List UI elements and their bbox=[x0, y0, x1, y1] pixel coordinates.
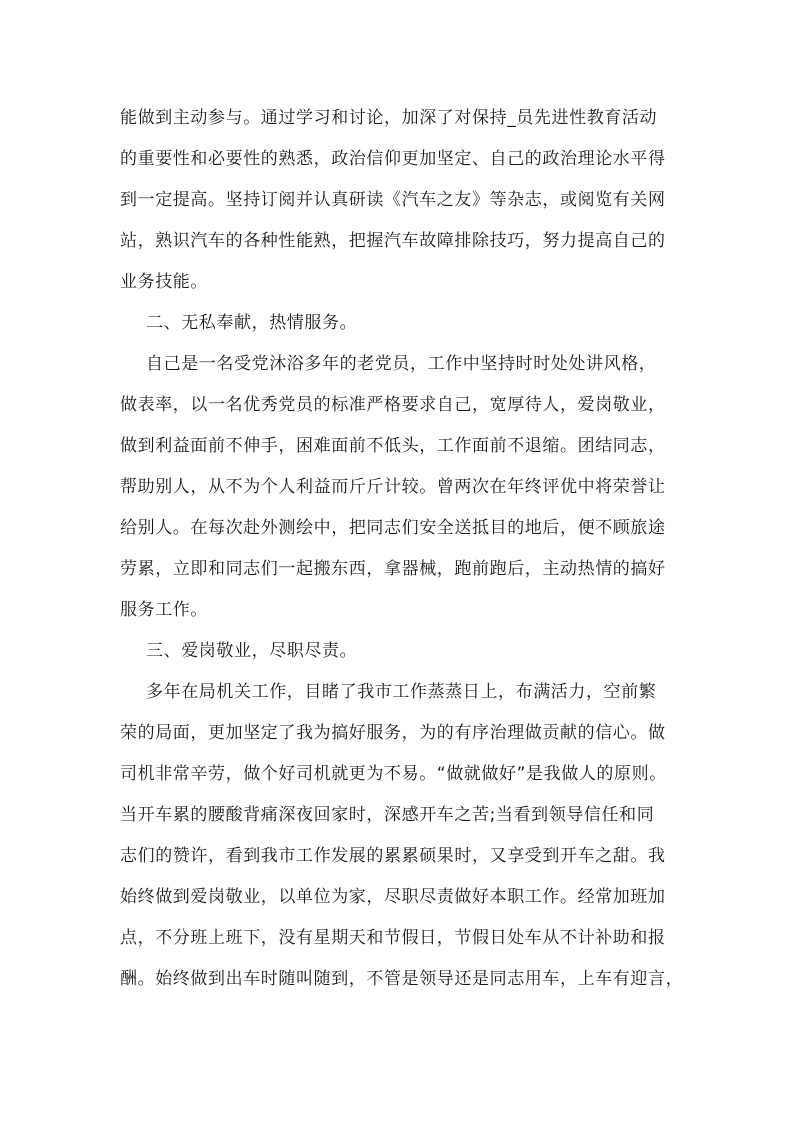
paragraph-line: 业务技能。 bbox=[120, 272, 208, 292]
paragraph-line: 做到利益面前不伸手，困难面前不低头，工作面前不退缩。团结同志， bbox=[120, 436, 666, 456]
paragraph-line: 到一定提高。坚持订阅并认真研读《汽车之友》等杂志，或阅览有关网 bbox=[120, 190, 666, 210]
paragraph-line: 当开车累的腰酸背痛深夜回家时，深感开车之苦;当看到领导信任和同 bbox=[120, 805, 655, 825]
paragraph-line: 司机非常辛劳，做个好司机就更为不易。“做就做好”是我做人的原则。 bbox=[120, 764, 667, 784]
paragraph-line: 自己是一名受党沐浴多年的老党员，工作中坚持时时处处讲风格， bbox=[146, 354, 657, 374]
paragraph-line: 荣的局面，更加坚定了我为搞好服务，为的有序治理做贡献的信心。做 bbox=[120, 723, 666, 743]
paragraph-line: 始终做到爱岗敬业，以单位为家，尽职尽责做好本职工作。经常加班加 bbox=[120, 887, 666, 907]
paragraph-line: 做表率，以一名优秀党员的标准严格要求自己，宽厚待人，爱岗敬业， bbox=[120, 395, 666, 415]
paragraph-line: 帮助别人，从不为个人利益而斤斤计较。曾两次在年终评优中将荣誉让 bbox=[120, 477, 666, 497]
paragraph-line: 劳累，立即和同志们一起搬东西，拿器械，跑前跑后，主动热情的搞好 bbox=[120, 559, 666, 579]
paragraph-line: 多年在局机关工作，目睹了我市工作蒸蒸日上，布满活力，空前繁 bbox=[146, 682, 657, 702]
paragraph-line: 给别人。在每次赴外测绘中，把同志们安全送抵目的地后，便不顾旅途 bbox=[120, 518, 666, 538]
paragraph-line: 的重要性和必要性的熟悉，政治信仰更加坚定、自己的政治理论水平得 bbox=[120, 149, 666, 169]
paragraph-line: 站，熟识汽车的各种性能熟，把握汽车故障排除技巧，努力提高自己的 bbox=[120, 231, 666, 251]
paragraph-line: 能做到主动参与。通过学习和讨论，加深了对保持_员先进性教育活动 bbox=[120, 108, 658, 128]
paragraph-line: 服务工作。 bbox=[120, 600, 208, 620]
paragraph-line: 志们的赞许，看到我市工作发展的累累硕果时，又享受到开车之甜。我 bbox=[120, 846, 666, 866]
paragraph-line: 酬。始终做到出车时随叫随到，不管是领导还是同志用车，上车有迎言， bbox=[120, 969, 684, 989]
section-heading: 二、无私奉献，热情服务。 bbox=[146, 313, 358, 333]
section-heading: 三、爱岗敬业，尽职尽责。 bbox=[146, 641, 358, 661]
paragraph-line: 点，不分班上班下，没有星期天和节假日，节假日处车从不计补助和报 bbox=[120, 928, 666, 948]
